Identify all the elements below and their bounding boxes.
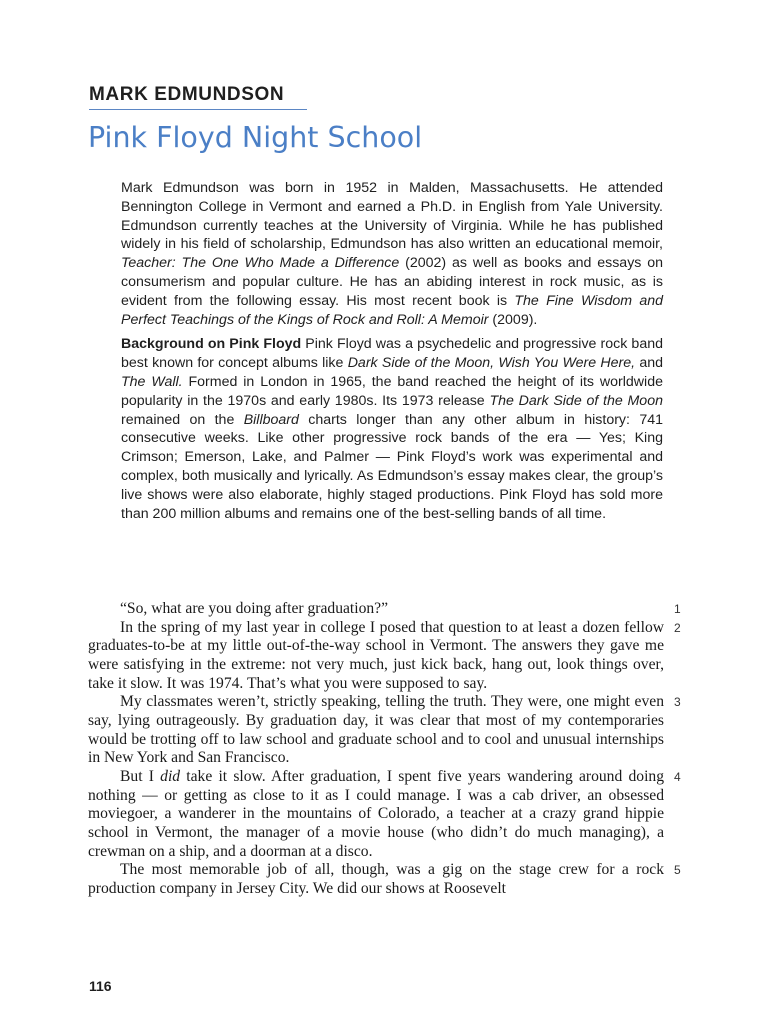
paragraph-text: “So, what are you doing after graduation?”	[120, 600, 389, 617]
paragraph-3	[88, 693, 681, 768]
author-bio	[121, 179, 663, 329]
publication-title: Billboard	[243, 411, 299, 428]
bio-text: (2009).	[488, 311, 538, 328]
paragraph-text: My classmates weren’t, strictly speaking, telling the truth. They were, one might even say, lying outrageously. By graduation day, it was clear that most of my contemporaries would be trotting off to law school and graduate school and to cool and unusual internships in New York and San Francisco.	[88, 693, 664, 767]
bio-text: Mark Edmundson was born in 1952 in Malden, Massachusetts. He attended Bennington College in Vermont and earned a Ph.D. in English from Yale University. Edmundson currently teaches at the University of Virginia. While he has published widely in his field of scholarship, Edmundson has also written an educational memoir,	[121, 180, 663, 253]
paragraph-text: But I	[120, 767, 161, 785]
background-heading: Background on Pink Floyd	[121, 336, 302, 353]
paragraph-number: 4	[674, 769, 681, 784]
background-text: Formed in London in 1965, the band reached the height of its worldwide popularity in the 1970s and early 1980s. Its 1973 release	[121, 373, 663, 409]
album-titles: Dark Side of the Moon, Wish You Were Here,	[347, 355, 636, 372]
paragraph-number: 2	[674, 620, 681, 635]
paragraph-number: 1	[674, 602, 681, 616]
background-text: Pink Floyd was a psychedelic and progressive rock band best known for concept albums like	[121, 336, 663, 372]
background-text: remained on the	[121, 411, 244, 428]
page-number: 116	[89, 978, 112, 994]
album-title: The Wall.	[121, 373, 183, 390]
author-rule	[89, 109, 307, 110]
paragraph-text: take it slow. After graduation, I spent five years wandering around doing nothing — or getting as close to it as I could manage. I was a cab driver, an obsessed moviegoer, a wanderer in the mountains of Colorado, a teacher at a crazy grand hippie school in Vermont, the manager of a movie house (who didn’t do much managing), a crewman on a ship, and a doorman at a disco.	[88, 767, 664, 860]
bio-text: (2002) as well as books and essays on consumerism and popular culture. He has an abiding interest in rock music, as is evident from the following essay. His most recent book is	[121, 255, 664, 309]
paragraph-number: 3	[674, 695, 681, 710]
paragraph-4	[88, 767, 681, 861]
album-title: The Dark Side of the Moon	[489, 392, 663, 409]
paragraph-text: The most memorable job of all, though, was a gig on the stage crew for a rock production company in Jersey City. We did our shows at Roosevelt	[88, 861, 664, 897]
author-name: MARK EDMUNDSON	[89, 84, 285, 105]
paragraph-2	[88, 618, 681, 694]
background-text: charts longer than any other album in history: 741 consecutive weeks. Like other progressive rock bands of the era — Yes; King Crimson; Emerson, Lake, and Palmer — Pink Floyd’s work was experimental and complex, both musically and lyrically. As Edmundson’s essay makes clear, the group’s live shows were also elaborate, highly staged productions. Pink Floyd has sold more than 200 million albums and remains one of the best-selling bands of all time.	[121, 411, 663, 522]
essay-title: Pink Floyd Night School	[88, 121, 423, 154]
essay-body	[88, 600, 681, 899]
paragraph-5	[88, 861, 681, 898]
headnote	[121, 179, 663, 523]
paragraph-number: 5	[674, 863, 681, 878]
background-text: and	[635, 355, 664, 372]
paragraph-1	[88, 600, 681, 619]
book-title: The Fine Wisdom and Perfect Teachings of the Kings of Rock and Roll: A Memoir	[121, 292, 663, 328]
background-note	[121, 335, 663, 523]
emphasis: did	[160, 767, 181, 785]
book-title: Teacher: The One Who Made a Difference	[121, 255, 400, 272]
paragraph-text: In the spring of my last year in college I posed that question to at least a dozen fellow graduates-to-be at my little out-of-the-way school in Vermont. The answers they gave me were satisfying in the extreme: not very much, just kick back, hang out, look things over, take it slow. It was 1974. That’s what you were supposed to say.	[88, 618, 664, 692]
